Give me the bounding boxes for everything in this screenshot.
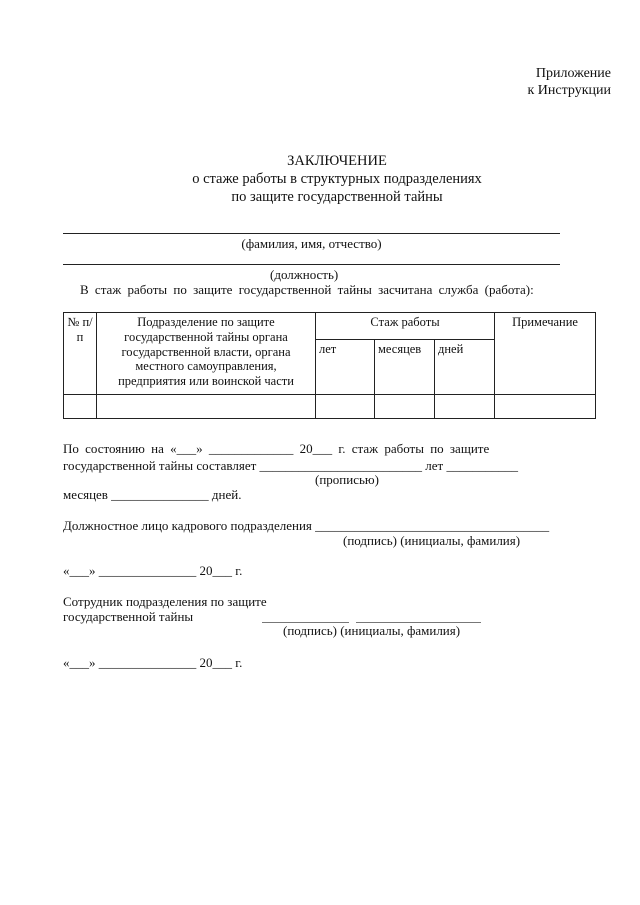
document-subtitle-1: о стаже работы в структурных подразделениях [192, 171, 482, 187]
col-header-years: лет [316, 340, 375, 395]
col-header-months: месяцев [375, 340, 435, 395]
col-header-days: дней [435, 340, 495, 395]
document-subtitle-2: по защите государственной тайны [231, 189, 443, 205]
employee-date: «___» _______________ 20___ г. [63, 655, 243, 670]
position-line[interactable] [63, 264, 560, 265]
official-date: «___» _______________ 20___ г. [63, 563, 243, 578]
employee-signature-caption: (подпись) (инициалы, фамилия) [283, 623, 461, 638]
words-caption: (прописью) [315, 472, 379, 487]
fio-caption: (фамилия, имя, отчество) [241, 236, 382, 251]
summary-line-1: По состоянию на «___» _____________ 20___ г. стаж работы по защите [63, 441, 490, 456]
service-table [63, 312, 596, 419]
table-row [64, 395, 596, 419]
cell-months[interactable] [375, 395, 435, 419]
appendix-reference: к Инструкции [527, 83, 611, 98]
summary-line-3: месяцев _______________ дней. [63, 487, 242, 502]
col-header-number: № п/п [64, 313, 97, 395]
document-title: ЗАКЛЮЧЕНИЕ [287, 153, 387, 169]
employee-label-1: Сотрудник подразделения по защите [63, 594, 267, 609]
cell-note[interactable] [495, 395, 596, 419]
appendix-label: Приложение [535, 66, 611, 81]
intro-text: В стаж работы по защите государственной тайны засчитана служба (работа): [80, 282, 534, 297]
employee-label-2: государственной тайны [63, 609, 194, 624]
official-signature-line: Должностное лицо кадрового подразделения ____________________________________ [63, 518, 550, 533]
cell-unit[interactable] [97, 395, 316, 419]
summary-line-2: государственной тайны составляет _________________________ лет ___________ [63, 458, 518, 473]
official-signature-caption: (подпись) (инициалы, фамилия) [343, 533, 521, 548]
col-header-stazh: Стаж работы [316, 313, 495, 340]
cell-number[interactable] [64, 395, 97, 419]
position-caption: (должность) [270, 267, 339, 282]
col-header-note: Примечание [495, 313, 596, 395]
col-header-unit: Подразделение по защите государственной тайны органа государственной власти, органа местного самоуправления, предприятия или воинской части [97, 313, 316, 395]
cell-days[interactable] [435, 395, 495, 419]
cell-years[interactable] [316, 395, 375, 419]
fio-line[interactable] [63, 233, 560, 234]
